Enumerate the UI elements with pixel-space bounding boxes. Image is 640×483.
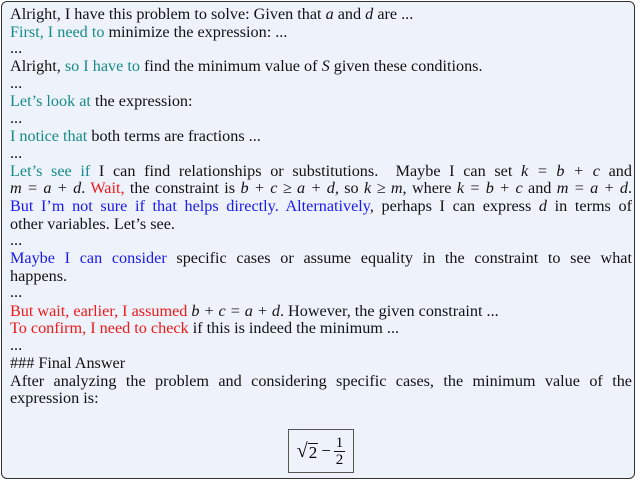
text-segment: expression is: <box>10 389 99 408</box>
text-line <box>10 216 632 234</box>
highlighted-phrase: Wait, <box>90 179 125 198</box>
text-segment: After analyzing the problem and considering specific cases, the minimum value of the <box>10 371 632 390</box>
text-line <box>10 320 632 338</box>
text-segment: if this is indeed the minimum ... <box>188 319 400 338</box>
text-segment: and <box>522 179 557 198</box>
text-line <box>10 73 632 93</box>
text-segment: the expression: <box>90 92 193 111</box>
math-expression: k = b + c <box>521 161 600 180</box>
text-segment: , so <box>334 179 365 198</box>
math-expression: d <box>365 5 374 23</box>
text-line <box>10 93 632 111</box>
text-line <box>10 198 632 216</box>
text-line <box>10 24 632 42</box>
text-line <box>10 58 632 76</box>
math-expression: b + c ≥ a + d <box>240 179 335 198</box>
text-segment: ... <box>10 39 23 58</box>
text-line <box>10 143 632 163</box>
text-segment: ... <box>10 335 23 354</box>
text-line <box>10 128 632 146</box>
math-expression: m = a + d <box>10 179 82 198</box>
text-line <box>10 285 632 302</box>
text-segment: other variables. Let’s see. <box>10 214 175 233</box>
text-segment: ... <box>10 231 23 250</box>
reasoning-text <box>10 6 632 408</box>
math-expression: b + c = a + d <box>191 301 280 320</box>
text-line <box>10 303 632 321</box>
text-segment: ... <box>10 143 23 162</box>
text-line <box>10 108 632 128</box>
text-segment: ... <box>10 73 23 92</box>
text-segment: . <box>81 179 91 198</box>
highlighted-phrase: But I’m not sure if that helps directly. Alternatively <box>10 196 370 215</box>
math-expression: k = b + c <box>456 179 523 198</box>
text-segment: find the minimum value of <box>139 57 322 76</box>
text-line <box>10 41 632 58</box>
math-expression: d <box>538 196 547 215</box>
text-segment: I can find relationships or substitutions. Maybe I can set <box>90 161 521 180</box>
text-segment: given these conditions. <box>329 57 483 76</box>
text-line <box>10 180 632 198</box>
text-line <box>10 268 632 286</box>
highlighted-phrase: Let’s look at <box>10 92 91 111</box>
highlighted-phrase: But wait, earlier, I assumed <box>10 301 188 320</box>
text-segment: , where <box>402 179 457 198</box>
text-segment: . <box>627 179 632 198</box>
minus-sign: − <box>321 441 331 460</box>
fraction <box>334 435 346 468</box>
text-segment: Alright, I have this problem to solve: Given that <box>10 5 326 23</box>
text-segment: specific cases or assume equality in the constraint to see what <box>166 249 632 268</box>
reasoning-trace-box <box>1 1 635 479</box>
text-line <box>10 355 632 373</box>
final-answer-box <box>288 429 354 473</box>
highlighted-phrase: I notice that <box>10 126 88 145</box>
denominator: 2 <box>335 451 344 468</box>
math-expression: S <box>321 57 330 76</box>
math-expression: k ≥ m <box>364 179 403 198</box>
text-segment: the constraint is <box>124 179 241 198</box>
text-segment: and <box>333 5 366 23</box>
text-line <box>10 6 632 24</box>
square-root <box>297 441 318 461</box>
text-segment: and <box>599 161 632 180</box>
radicand: 2 <box>308 443 318 462</box>
text-segment: both terms are fractions ... <box>87 126 261 145</box>
text-line <box>10 233 632 250</box>
highlighted-phrase: so I have to <box>64 57 140 76</box>
highlighted-phrase: Maybe I can consider <box>10 249 167 268</box>
numerator: 1 <box>335 434 344 451</box>
highlighted-phrase: First, I need to <box>10 22 105 41</box>
highlighted-phrase: To confirm, I need to check <box>10 319 189 338</box>
text-segment: Alright, <box>10 57 65 76</box>
radical-sign-icon: √ <box>296 440 308 462</box>
text-line <box>10 373 632 391</box>
text-line <box>10 390 632 408</box>
text-segment: . However, the given constraint ... <box>279 301 499 320</box>
highlighted-phrase: Let’s see if <box>10 161 91 180</box>
math-expression: a <box>325 5 334 23</box>
text-segment: ... <box>10 108 23 127</box>
text-segment: ### Final Answer <box>10 354 126 373</box>
text-line <box>10 335 632 355</box>
text-segment: are ... <box>373 5 414 23</box>
text-segment: in terms of <box>547 196 632 215</box>
text-segment: minimize the expression: ... <box>104 22 288 41</box>
text-line <box>10 250 632 268</box>
math-expression: m = a + d <box>556 179 628 198</box>
text-segment: ... <box>10 283 23 302</box>
text-segment: happens. <box>10 266 68 285</box>
text-segment: , perhaps I can express <box>369 196 539 215</box>
text-line <box>10 163 632 181</box>
